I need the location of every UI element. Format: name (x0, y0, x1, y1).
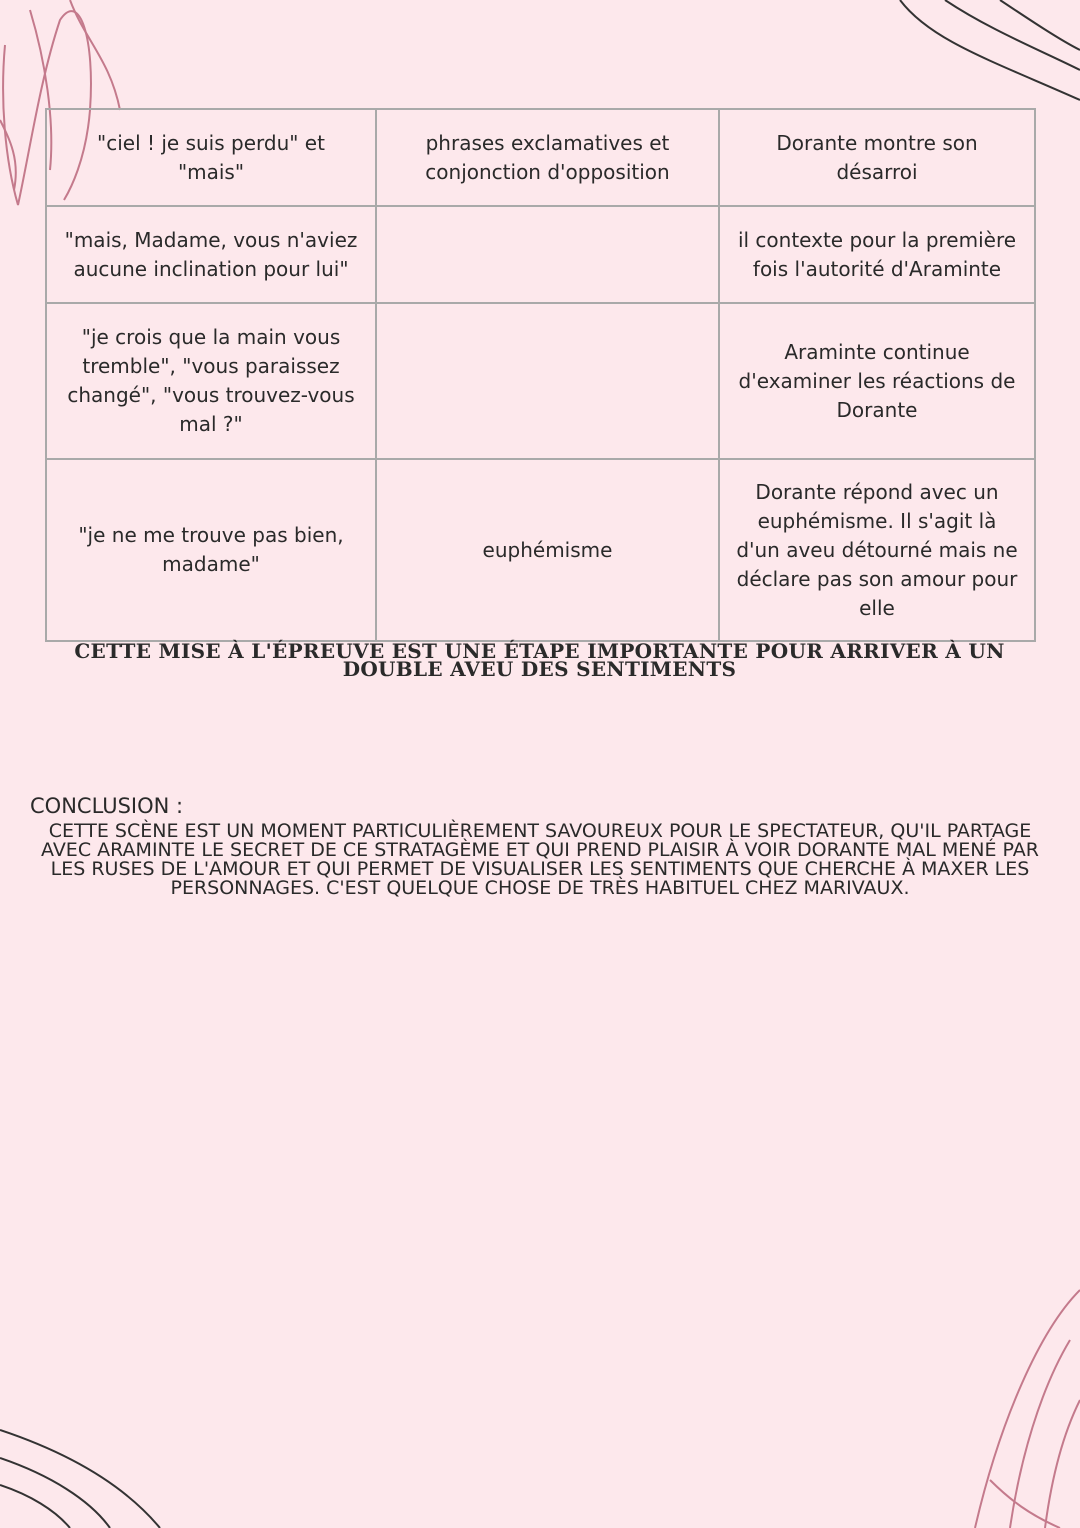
device-cell: euphémisme (376, 459, 719, 641)
analysis-table (45, 108, 1036, 642)
device-cell (376, 206, 719, 303)
scribble-bottom-left (0, 1430, 160, 1528)
quote-cell: "je crois que la main vous tremble", "vous paraissez changé", "vous trouvez-vous mal ?" (46, 303, 376, 459)
quote-cell: "je ne me trouve pas bien, madame" (46, 459, 376, 641)
conclusion-text: CETTE SCÈNE EST UN MOMENT PARTICULIÈREMENT SAVOUREUX POUR LE SPECTATEUR, QU'IL PARTAGE AVEC ARAMINTE LE SECRET DE CE STRATAGÈME ET QUI PREND PLAISIR À VOIR DORANTE MAL MENÉ PAR LES RUSES DE L'AMOUR ET QUI PERMET DE VISUALISER LES SENTIMENTS QUE CHERCHE À MAXER LES PERSONNAGES. C'EST QUELQUE CHOSE DE TRÈS HABITUEL CHEZ MARIVAUX. (41, 820, 1039, 899)
scribble-top-right (900, 0, 1080, 100)
device-cell (376, 303, 719, 459)
quote-cell: "ciel ! je suis perdu" et "mais" (46, 109, 376, 206)
interpretation-cell: il contexte pour la première fois l'autorité d'Araminte (719, 206, 1035, 303)
table-row (46, 303, 1035, 459)
table-row (46, 206, 1035, 303)
summary-statement: CETTE MISE À L'ÉPREUVE EST UNE ÉTAPE IMPORTANTE POUR ARRIVER À UN DOUBLE AVEU DES SENTIMENTS (74, 639, 1005, 681)
quote-cell: "mais, Madame, vous n'aviez aucune inclination pour lui" (46, 206, 376, 303)
table-row (46, 459, 1035, 641)
interpretation-cell: Araminte continue d'examiner les réactions de Dorante (719, 303, 1035, 459)
device-cell: phrases exclamatives et conjonction d'opposition (376, 109, 719, 206)
interpretation-cell: Dorante répond avec un euphémisme. Il s'agit là d'un aveu détourné mais ne déclare pas son amour pour elle (719, 459, 1035, 641)
interpretation-cell: Dorante montre son désarroi (719, 109, 1035, 206)
table-row (46, 109, 1035, 206)
conclusion-title: CONCLUSION : (30, 794, 184, 818)
scribble-bottom-right (975, 1290, 1080, 1528)
